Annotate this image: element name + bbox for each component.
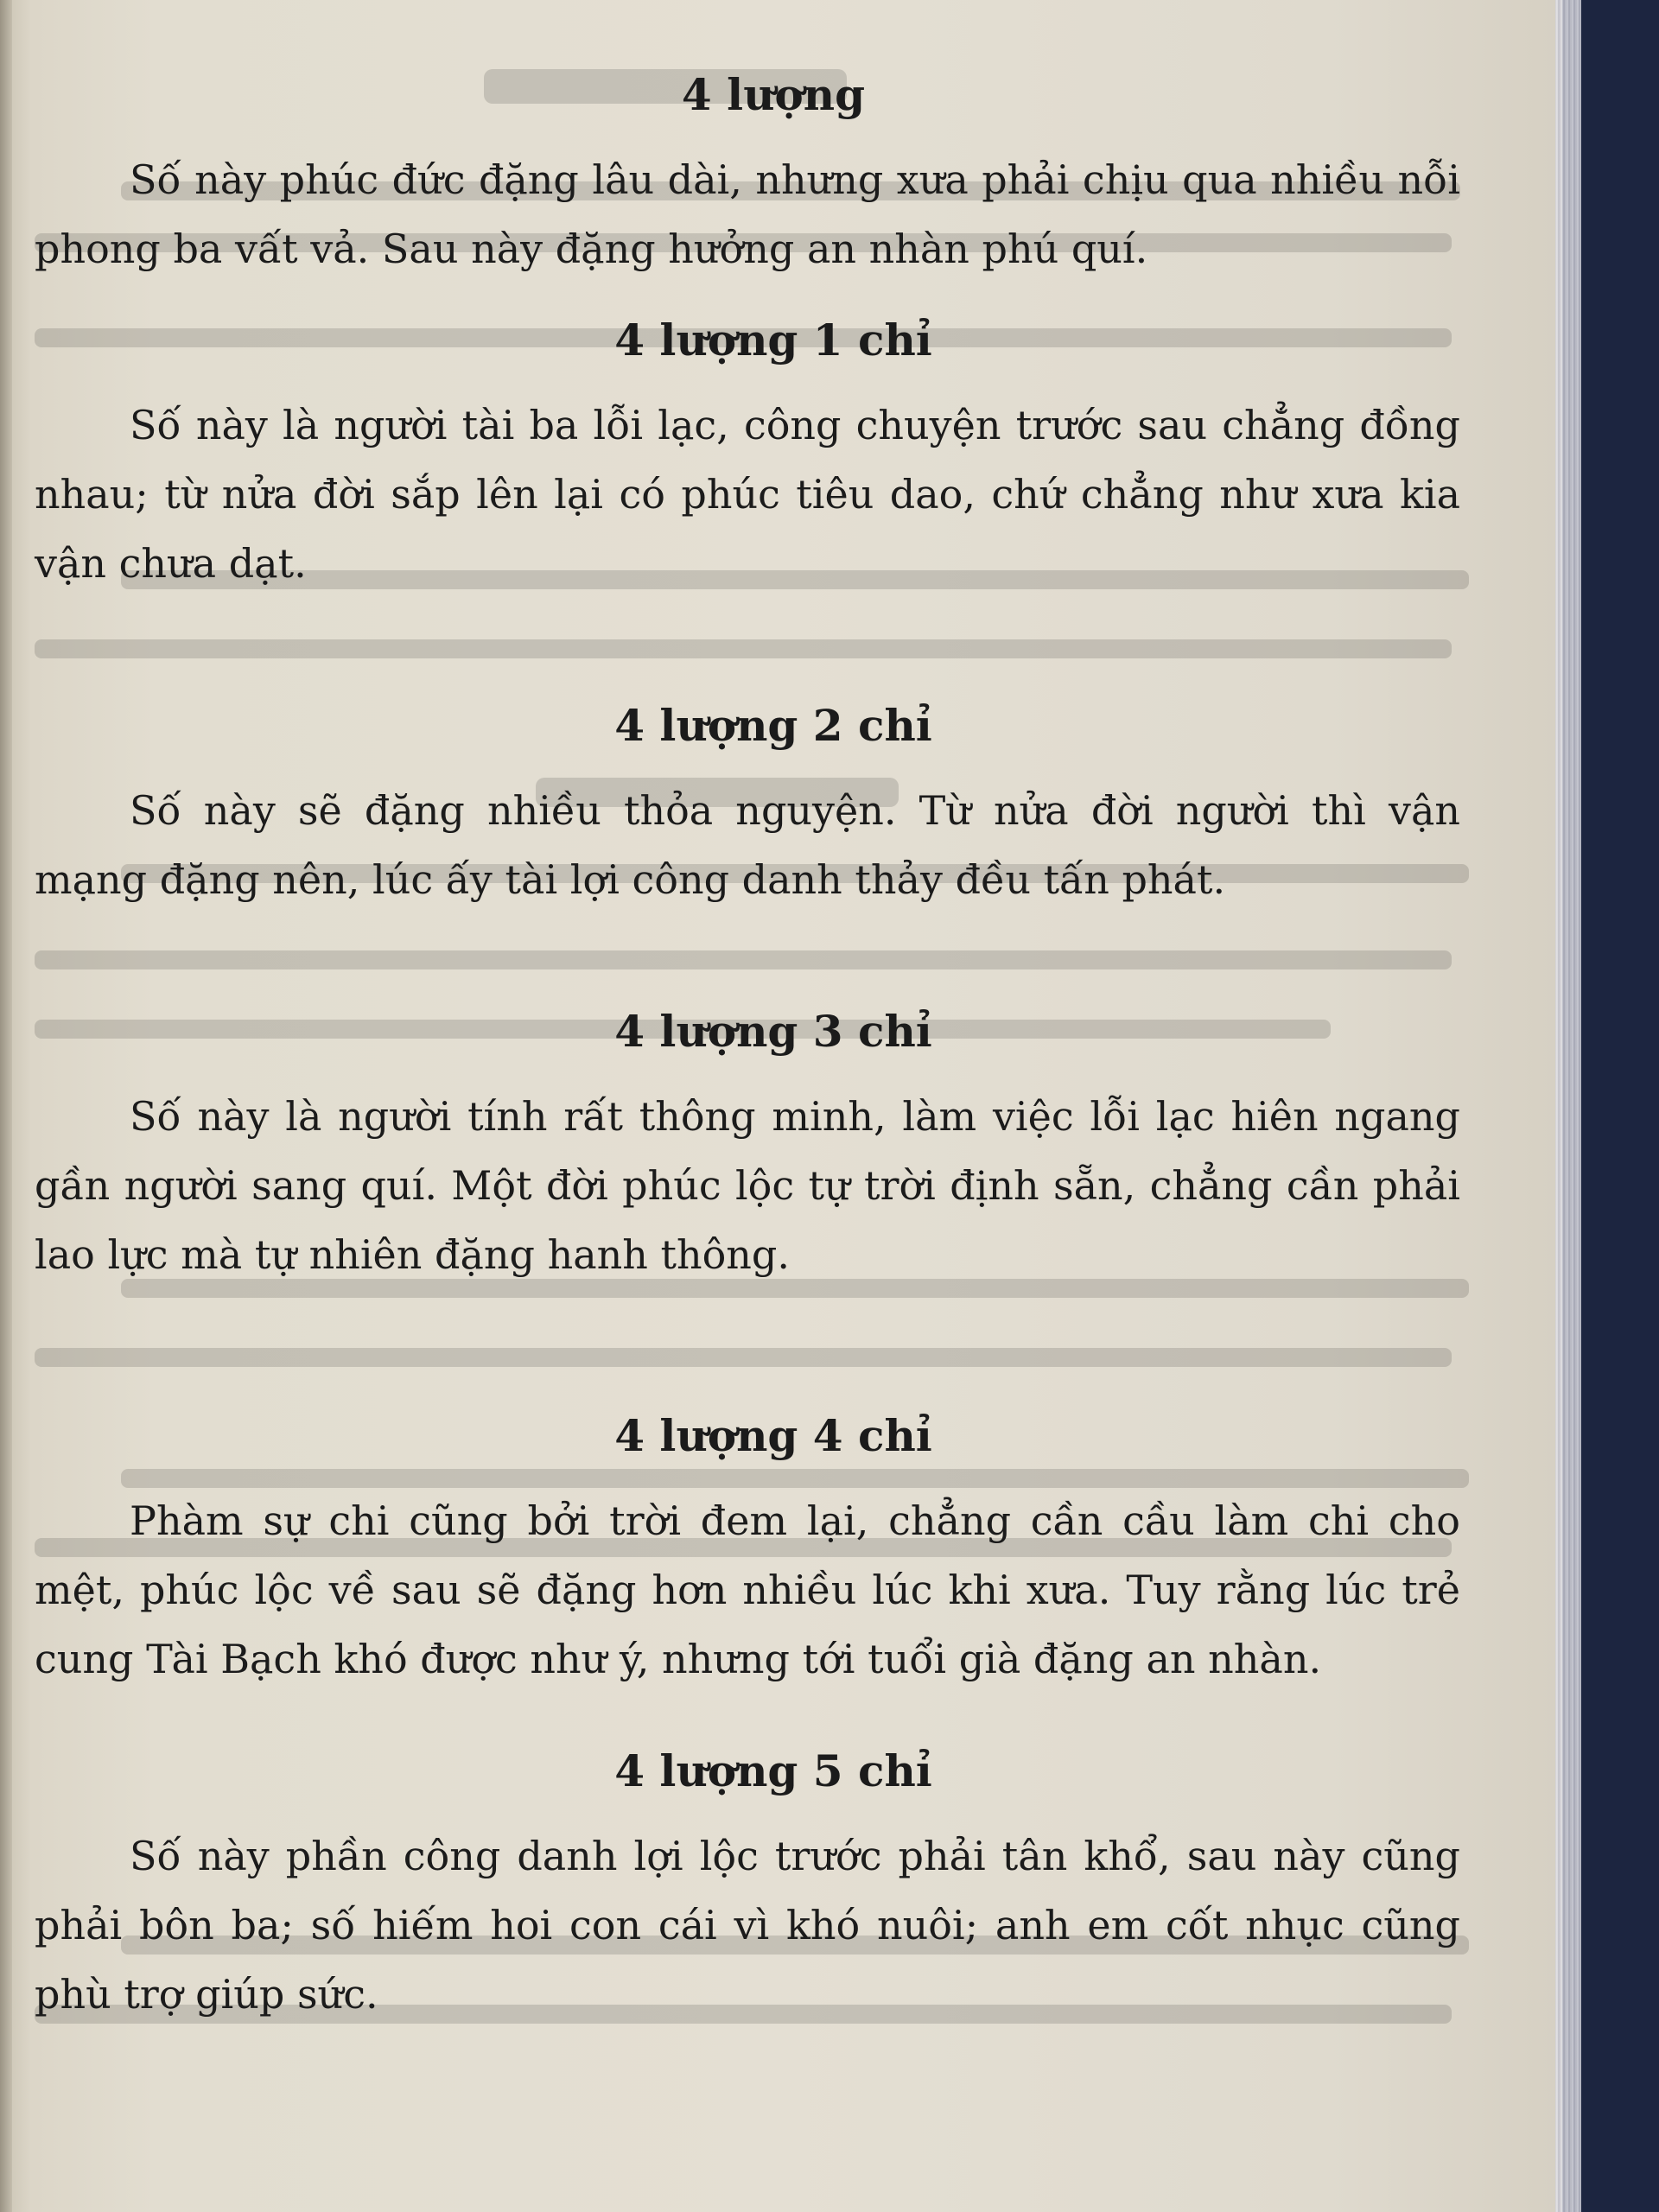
section-paragraph: Số này phần công danh lợi lộc trước phải tân khổ, sau này cũng phải bôn ba; số hiếm hoi con cái vì khó nuôi; anh em cốt nhục cũng phù trợ giúp sức. <box>35 1833 1460 2018</box>
section-heading: 4 lượng <box>681 69 866 120</box>
stacked-page-edges <box>1555 0 1581 2212</box>
section-4-luong-3-chi <box>35 1006 1460 1289</box>
section-heading: 4 lượng 4 chỉ <box>614 1410 932 1461</box>
section-4-luong-5-chi <box>35 1745 1460 2029</box>
section-heading: 4 lượng 5 chỉ <box>614 1745 932 1796</box>
section-heading: 4 lượng 3 chỉ <box>614 1006 932 1057</box>
section-4-luong <box>35 69 1460 283</box>
section-4-luong-4-chi <box>35 1410 1460 1694</box>
section-paragraph: Số này là người tài ba lỗi lạc, công chuyện trước sau chẳng đồng nhau; từ nửa đời sắp lên lại có phúc tiêu dao, chứ chẳng như xưa kia vận chưa dạt. <box>35 402 1460 587</box>
section-paragraph: Số này sẽ đặng nhiều thỏa nguyện. Từ nửa đời người thì vận mạng đặng nên, lúc ấy tài lợi công danh thảy đều tấn phát. <box>35 787 1460 903</box>
left-page-edge <box>0 0 12 2212</box>
section-paragraph: Số này phúc đức đặng lâu dài, nhưng xưa phải chịu qua nhiều nỗi phong ba vất vả. Sau này đặng hưởng an nhàn phú quí. <box>35 156 1460 272</box>
section-4-luong-2-chi <box>35 700 1460 914</box>
section-heading: 4 lượng 1 chỉ <box>614 315 932 365</box>
section-4-luong-1-chi <box>35 315 1460 598</box>
section-heading: 4 lượng 2 chỉ <box>614 700 932 751</box>
section-paragraph: Phàm sự chi cũng bởi trời đem lại, chẳng cần cầu làm chi cho mệt, phúc lộc về sau sẽ đặng hơn nhiều lúc khi xưa. Tuy rằng lúc trẻ cung Tài Bạch khó được như ý, nhưng tới tuổi già đặng an nhàn. <box>35 1497 1460 1682</box>
section-paragraph: Số này là người tính rất thông minh, làm việc lỗi lạc hiên ngang gần người sang quí. Một đời phúc lộc tự trời định sẵn, chẳng cần phải lao lực mà tự nhiên đặng hanh thông. <box>35 1093 1460 1278</box>
document-body <box>35 69 1460 2029</box>
